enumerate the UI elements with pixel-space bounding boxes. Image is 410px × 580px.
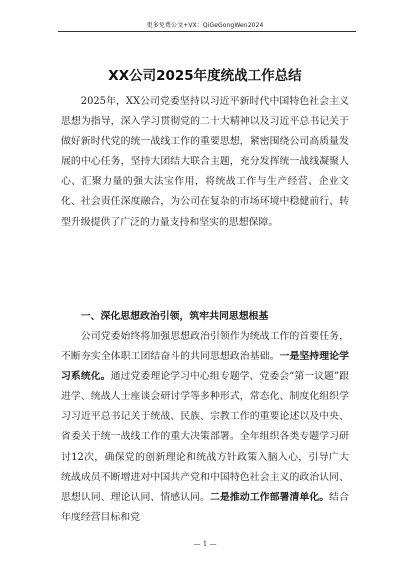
point-heading-1: 一是坚持理论学习系统化。 [61,351,349,383]
page-number: — 1 — [193,540,217,548]
paragraph-text: 结合年度经营目标和党 [61,491,349,523]
paragraph-text: 公司党委始终将加强思想政治引领作为统战工作的首要任务，不断夯实全体职工团结奋斗的共同思想政治基础。 [61,331,349,363]
point-heading-2: 二是推动工作部署清单化。 [209,491,330,503]
section-heading-1: 一、深化思想政治引领，筑牢共同思想根基 [80,311,269,322]
paragraph-text: 通过党委理论学习中心组专题学、党委会“第一议题”跟进学、统战人士座谈会研讨学等多种形式，常态化、制度化组织学习习近平总书记关于统战、民族、宗教工作的重要论述以及中央、省委关于统一战线工作的重大决策部署。全年组织各类专题学习研讨12次，确保党的创新理论和统战方针政策入脑入心，引导广大统战成员不断增进对中国共产党和中国特色社会主义的政治认同、思想认同、理论认同、情感认同。 [61,371,349,503]
paragraph-section-1 [61,327,349,528]
document-title: XX公司2025年度统战工作总结 [108,68,302,84]
header-note: 更多免费公文+VX：QiGeGongWen2024 [146,22,264,29]
paragraph-intro: 2025年，XX公司党委坚持以习近平新时代中国特色社会主义思想为指导，深入学习贯彻党的二十大精神以及习近平总书记关于做好新时代党的统一战线工作的重要思想，紧密围绕公司高质量发展的中心任务，坚持大团结大联合主题，充分发挥统一战线凝聚人心、汇聚力量的强大法宝作用，将统战工作与生产经营、企业文化、社会责任深度融合，为公司在复杂的市场环境中稳健前行、转型升级提供了广泛的力量支持和坚实的思想保障。 [61,96,349,228]
header-divider [58,31,356,32]
